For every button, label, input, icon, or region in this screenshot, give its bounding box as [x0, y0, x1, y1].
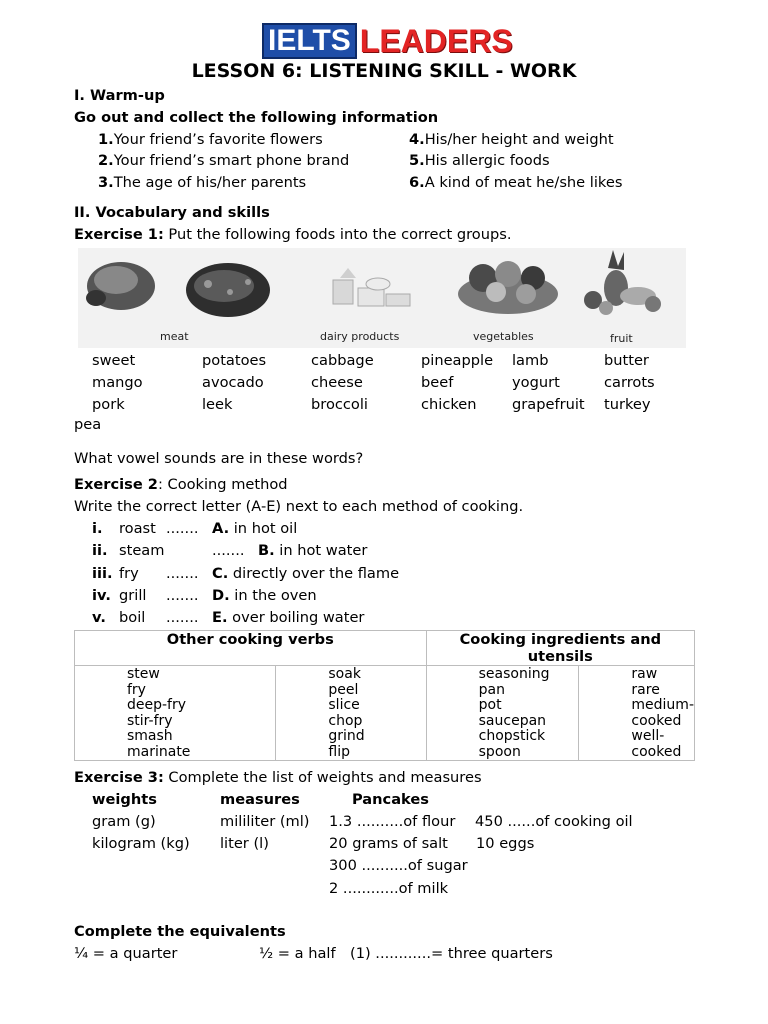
word: lamb: [512, 352, 549, 369]
equivalents-heading: Complete the equivalents: [74, 923, 286, 940]
method-blank: .......: [166, 520, 199, 537]
logo-leaders-text: LEADERS: [359, 23, 513, 59]
method-number: iii.: [92, 565, 113, 582]
measure-item: mililiter (ml): [220, 813, 310, 830]
word: grapefruit: [512, 396, 585, 413]
word: pea: [74, 416, 102, 433]
pancake-item: 450 ......of cooking oil: [475, 813, 633, 830]
food-groups-image: [78, 248, 686, 348]
word: pork: [92, 396, 125, 413]
warmup-item-3: 3.The age of his/her parents: [98, 174, 307, 191]
warmup-item-4: 4.His/her height and weight: [409, 131, 614, 148]
exercise-1-prompt: Exercise 1: Put the following foods into the correct groups.: [74, 226, 512, 243]
word: beef: [421, 374, 454, 391]
method-number: ii.: [92, 542, 108, 559]
equivalent-three-quarters: (1) ............= three quarters: [350, 945, 553, 962]
caption-meat: meat: [160, 330, 189, 343]
warmup-item-2: 2.Your friend’s smart phone brand: [98, 152, 350, 169]
word: potatoes: [202, 352, 267, 369]
word: butter: [604, 352, 649, 369]
method-word: fry: [119, 565, 139, 582]
method-definition: B. in hot water: [258, 542, 368, 559]
method-number: v.: [92, 609, 106, 626]
word: chicken: [421, 396, 477, 413]
ielts-leaders-logo: [262, 24, 513, 58]
word: leek: [202, 396, 233, 413]
table-header-verbs: Other cooking verbs: [75, 631, 427, 666]
table-header-ingredients: Cooking ingredients and utensils: [426, 631, 694, 666]
weights-heading: weights: [92, 791, 157, 808]
caption-dairy: dairy products: [320, 330, 400, 343]
table-col-verbs-1: stew fry deep-fry stir-fry smash marinate: [75, 666, 276, 761]
weight-item: gram (g): [92, 813, 156, 830]
vocab-heading: II. Vocabulary and skills: [74, 204, 270, 221]
word: cabbage: [311, 352, 374, 369]
warmup-item-6: 6.A kind of meat he/she likes: [409, 174, 623, 191]
measure-item: liter (l): [220, 835, 269, 852]
equivalent-quarter: ¼ = a quarter: [74, 945, 178, 962]
word: broccoli: [311, 396, 368, 413]
pancake-item: 300 ..........of sugar: [329, 857, 468, 874]
caption-vegetables: vegetables: [473, 330, 534, 343]
warmup-item-1: 1.Your friend’s favorite flowers: [98, 131, 323, 148]
warmup-item-5: 5.His allergic foods: [409, 152, 550, 169]
exercise-2-instruction: Write the correct letter (A-E) next to each method of cooking.: [74, 498, 524, 515]
warmup-instruction: Go out and collect the following information: [74, 109, 439, 126]
exercise-3-prompt: Exercise 3: Complete the list of weights and measures: [74, 769, 482, 786]
method-word: roast: [119, 520, 156, 537]
vowel-question: What vowel sounds are in these words?: [74, 450, 364, 467]
method-word: boil: [119, 609, 146, 626]
method-definition: C. directly over the flame: [212, 565, 400, 582]
method-blank: .......: [166, 587, 199, 604]
table-col-doneness: raw rare medium- cooked well-cooked: [579, 666, 695, 761]
table-col-ingredients: seasoning pan pot saucepan chopstick spoon: [426, 666, 579, 761]
weight-item: kilogram (kg): [92, 835, 190, 852]
word: sweet: [92, 352, 136, 369]
method-definition: E. over boiling water: [212, 609, 365, 626]
measures-heading: measures: [220, 791, 300, 808]
pancake-item: 10 eggs: [476, 835, 535, 852]
method-blank: .......: [166, 565, 199, 582]
word: avocado: [202, 374, 264, 391]
method-number: i.: [92, 520, 103, 537]
method-blank: .......: [212, 542, 245, 559]
equivalent-half: ½ = a half: [259, 945, 336, 962]
pancake-item: 1.3 ..........of flour: [329, 813, 456, 830]
method-word: steam: [119, 542, 165, 559]
cooking-vocab-table: [74, 630, 695, 761]
logo-ielts-text: IELTS: [262, 23, 357, 59]
exercise-2-title: Exercise 2: Cooking method: [74, 476, 288, 493]
method-definition: A. in hot oil: [212, 520, 298, 537]
pancakes-heading: Pancakes: [352, 791, 429, 808]
method-number: iv.: [92, 587, 111, 604]
method-definition: D. in the oven: [212, 587, 317, 604]
word: turkey: [604, 396, 651, 413]
table-col-verbs-2: soak peel slice chop grind flip: [276, 666, 426, 761]
page-title: LESSON 6: LISTENING SKILL - WORK: [191, 60, 577, 82]
word: mango: [92, 374, 143, 391]
word: pineapple: [421, 352, 494, 369]
pancake-item: 2 ............of milk: [329, 880, 449, 897]
word: carrots: [604, 374, 655, 391]
caption-fruit: fruit: [610, 332, 633, 345]
warmup-heading: I. Warm-up: [74, 87, 165, 104]
pancake-item: 20 grams of salt: [329, 835, 448, 852]
word: cheese: [311, 374, 363, 391]
method-blank: .......: [166, 609, 199, 626]
word: yogurt: [512, 374, 560, 391]
method-word: grill: [119, 587, 147, 604]
